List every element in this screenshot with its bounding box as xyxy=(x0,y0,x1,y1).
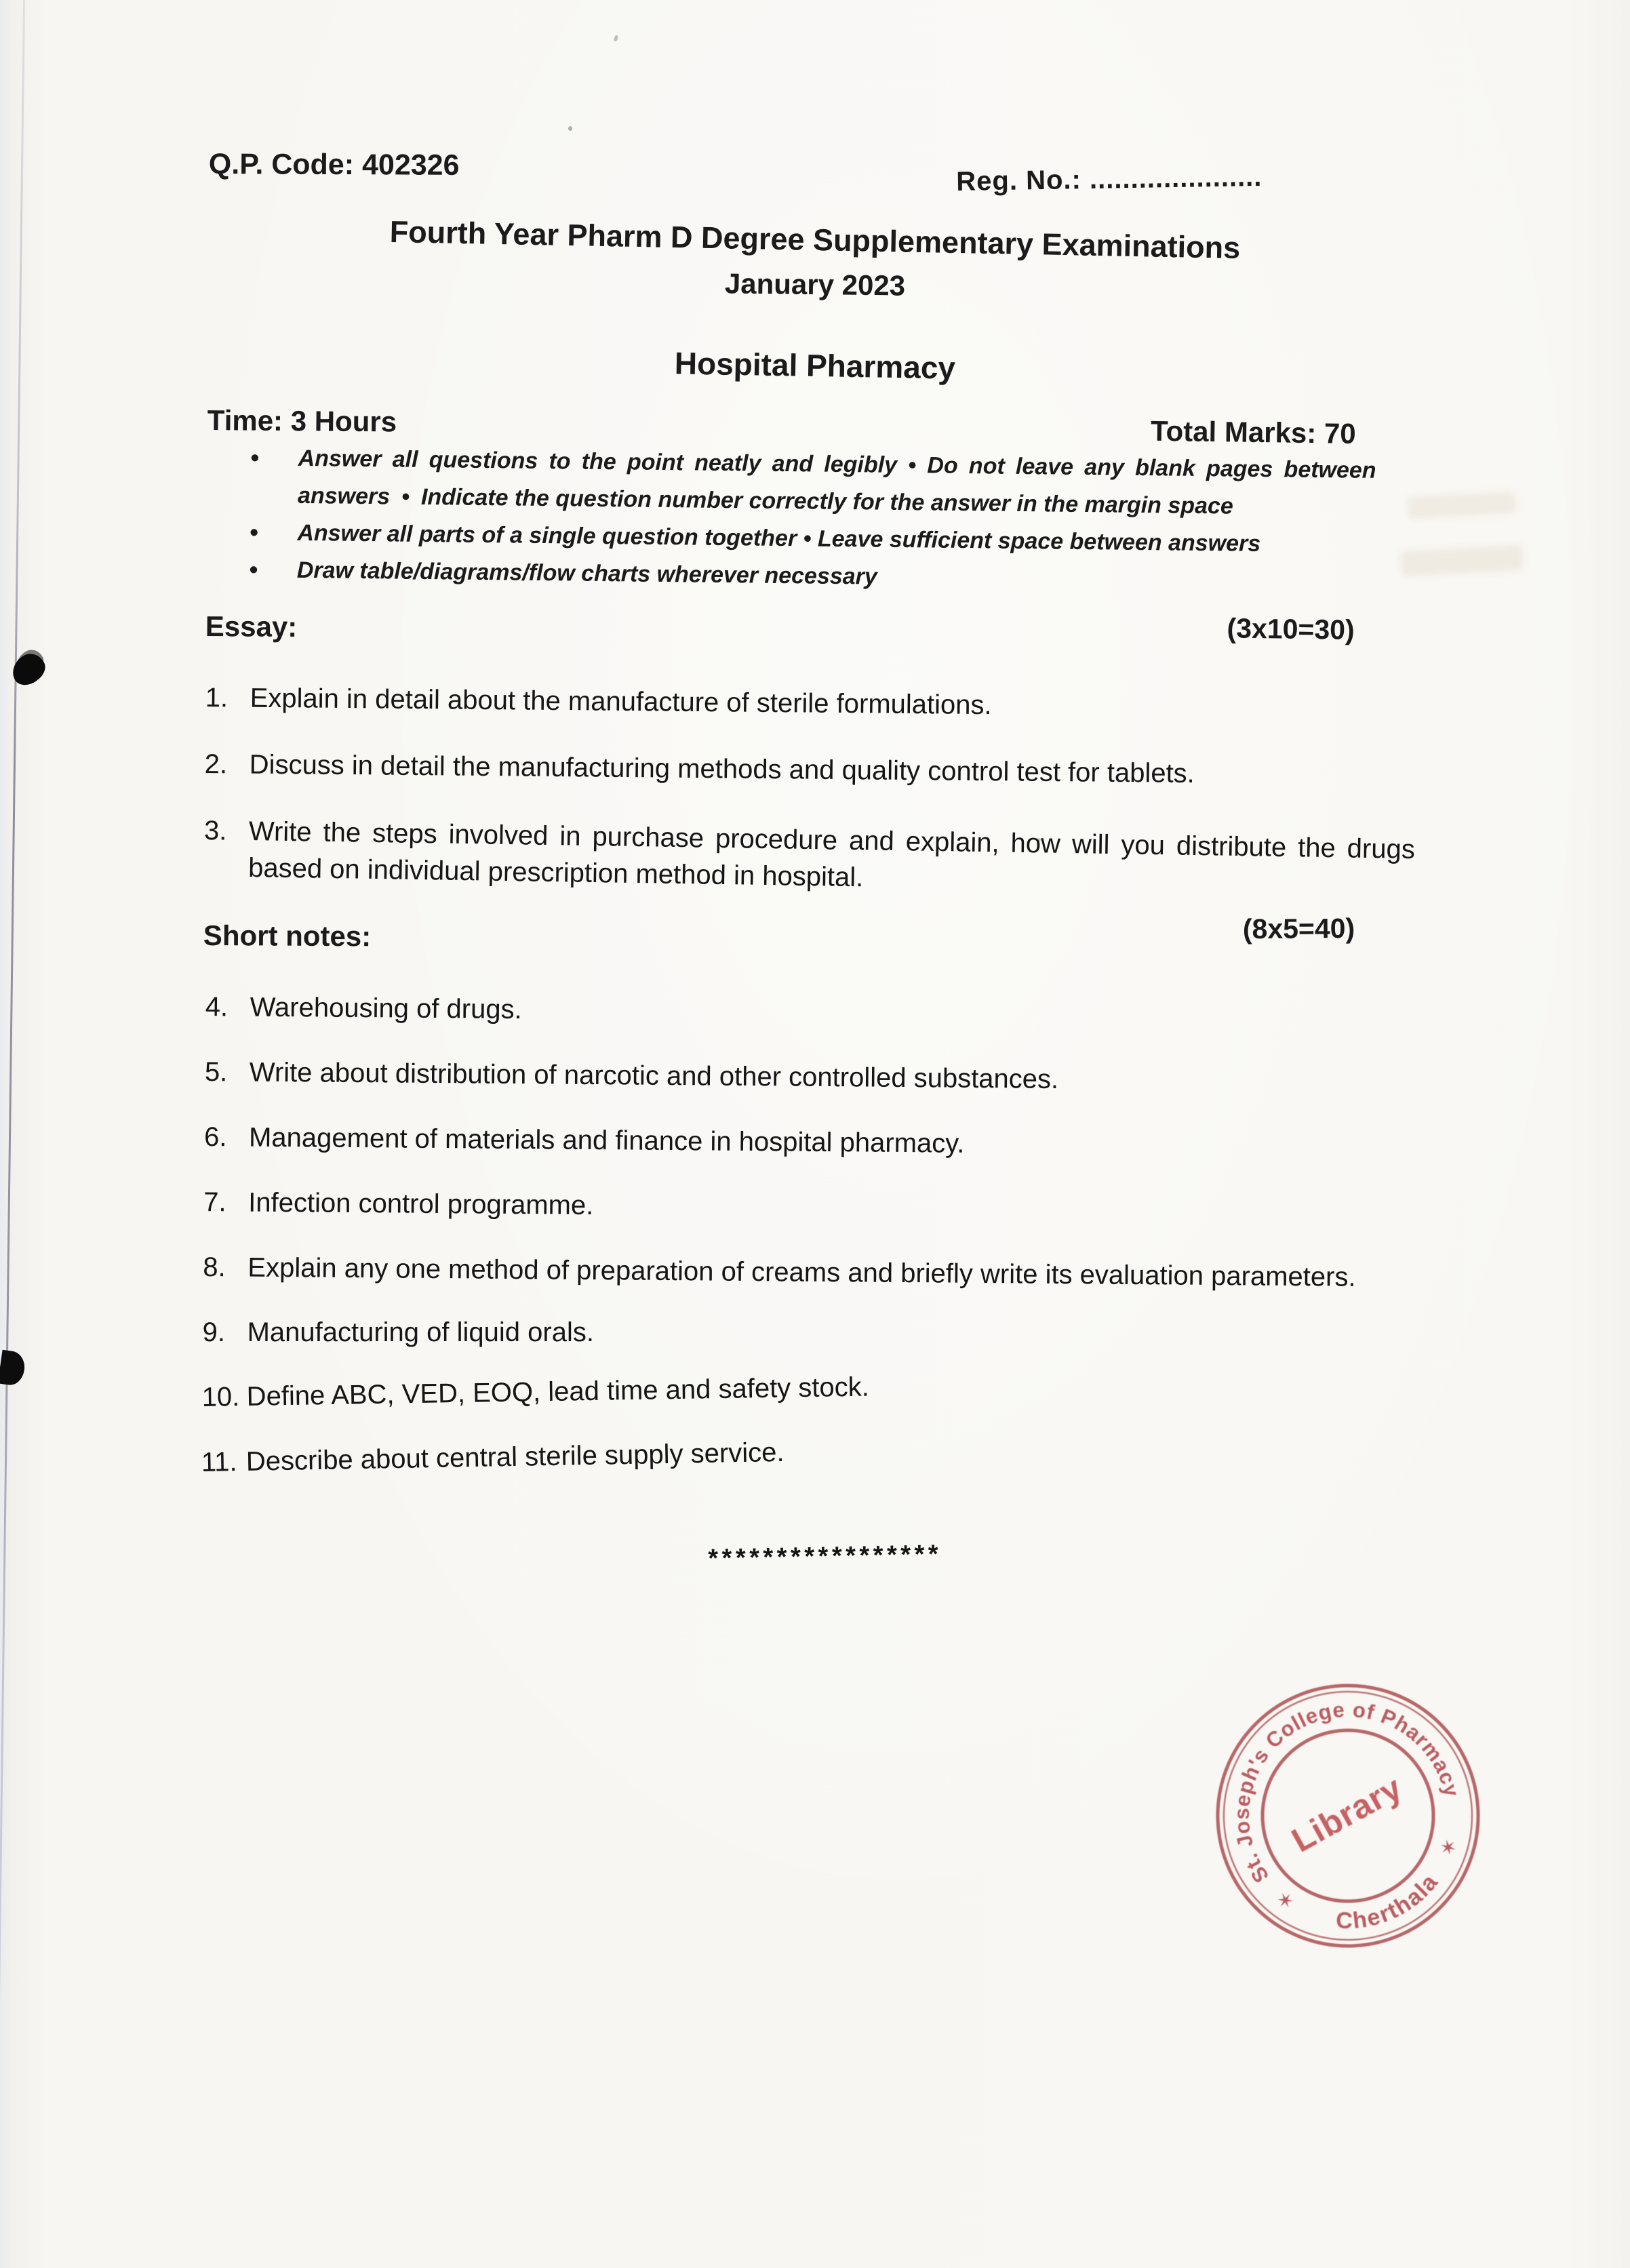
ink-bleed-ghost xyxy=(1400,544,1524,576)
essay-question-row xyxy=(205,679,1416,728)
short-notes-question-list xyxy=(201,989,1416,1520)
stamp-center-text: Library xyxy=(1285,1768,1409,1860)
subject-title: Hospital Pharmacy xyxy=(674,345,956,386)
question-number: 11. xyxy=(201,1447,237,1477)
essay-marks: (3x10=30) xyxy=(1227,612,1355,645)
short-note-question-row xyxy=(201,1423,1412,1481)
instruction-item: • Answer all parts of a single question together • Leave sufficient space between answers xyxy=(244,514,1376,564)
question-number: 6. xyxy=(203,1121,227,1153)
instruction-item: • Draw table/diagrams/flow charts wherever necessary xyxy=(244,551,1376,601)
stamp-star-left-icon: ✶ xyxy=(1271,1886,1298,1915)
reg-no-line: Reg. No.: ..................... xyxy=(956,161,1263,197)
essay-question-row xyxy=(205,746,1416,794)
short-note-question-row xyxy=(205,989,1416,1036)
question-number: 2. xyxy=(204,749,228,780)
short-note-question-row xyxy=(201,1360,1413,1416)
question-text: Manufacturing of liquid orals. xyxy=(247,1317,594,1347)
question-number: 8. xyxy=(203,1252,226,1283)
question-text: Infection control programme. xyxy=(248,1187,594,1221)
question-number: 7. xyxy=(203,1187,226,1218)
binding-mark-top xyxy=(7,649,50,690)
instructions-list xyxy=(244,439,1376,601)
short-note-question-row xyxy=(203,1314,1414,1351)
short-note-question-row xyxy=(204,1119,1415,1166)
time-allowed: Time: 3 Hours xyxy=(207,404,397,438)
question-number: 3. xyxy=(203,815,227,846)
end-of-paper-stars: ***************** xyxy=(708,1540,942,1573)
scan-speck xyxy=(568,126,572,131)
question-text: Write the steps involved in purchase procedure and explain, how will you distribute the drugs based on individual prescription method in hospital. xyxy=(247,816,1416,893)
question-text: Warehousing of drugs. xyxy=(250,992,522,1025)
essay-heading: Essay: xyxy=(205,610,298,643)
question-text: Discuss in detail the manufacturing methods and quality control test for tablets. xyxy=(249,749,1195,789)
stamp-arc-top-text: St. Joseph's College of Pharmacy xyxy=(1229,1697,1465,1888)
library-stamp xyxy=(1206,1673,1490,1958)
exam-session: January 2023 xyxy=(724,267,906,302)
short-notes-marks: (8x5=40) xyxy=(1242,913,1355,945)
short-note-question-row xyxy=(203,1184,1414,1231)
question-text: Management of materials and finance in hospital pharmacy. xyxy=(248,1122,965,1159)
question-number: 5. xyxy=(204,1056,228,1088)
question-text: Explain in detail about the manufacture of sterile formulations. xyxy=(250,683,992,721)
question-text: Write about distribution of narcotic and other controlled substances. xyxy=(249,1057,1059,1094)
question-text: Describe about central sterile supply service. xyxy=(245,1437,784,1477)
scan-speck xyxy=(614,35,619,41)
instruction-item: • Answer all questions to the point neatly and legibly • Do not leave any blank pages between answers • Indicate the question number correctly for the answer in the margin space xyxy=(245,439,1376,527)
question-number: 1. xyxy=(205,682,228,713)
ink-bleed-ghost xyxy=(1407,491,1517,519)
short-note-question-row xyxy=(203,1249,1414,1296)
question-number: 10. xyxy=(201,1382,240,1412)
question-number: 4. xyxy=(205,991,228,1022)
stamp-star-right-icon: ✶ xyxy=(1435,1835,1463,1859)
essay-question-list xyxy=(203,679,1416,927)
question-text: Explain any one method of preparation of creams and briefly write its evaluation parameters. xyxy=(247,1252,1356,1292)
short-note-question-row xyxy=(205,1054,1416,1101)
question-number: 9. xyxy=(202,1317,225,1347)
binding-mark-bottom xyxy=(0,1350,26,1387)
qp-code: Q.P. Code: 402326 xyxy=(208,148,460,182)
stamp-arc-bottom-text: Cherthala xyxy=(1335,1869,1444,1934)
essay-question-row xyxy=(203,812,1415,904)
exam-title: Fourth Year Pharm D Degree Supplementary Examinations xyxy=(389,214,1241,266)
total-marks: Total Marks: 70 xyxy=(1150,414,1356,450)
question-text: Define ABC, VED, EOQ, lead time and safety stock. xyxy=(246,1372,870,1412)
short-notes-heading: Short notes: xyxy=(203,919,372,953)
